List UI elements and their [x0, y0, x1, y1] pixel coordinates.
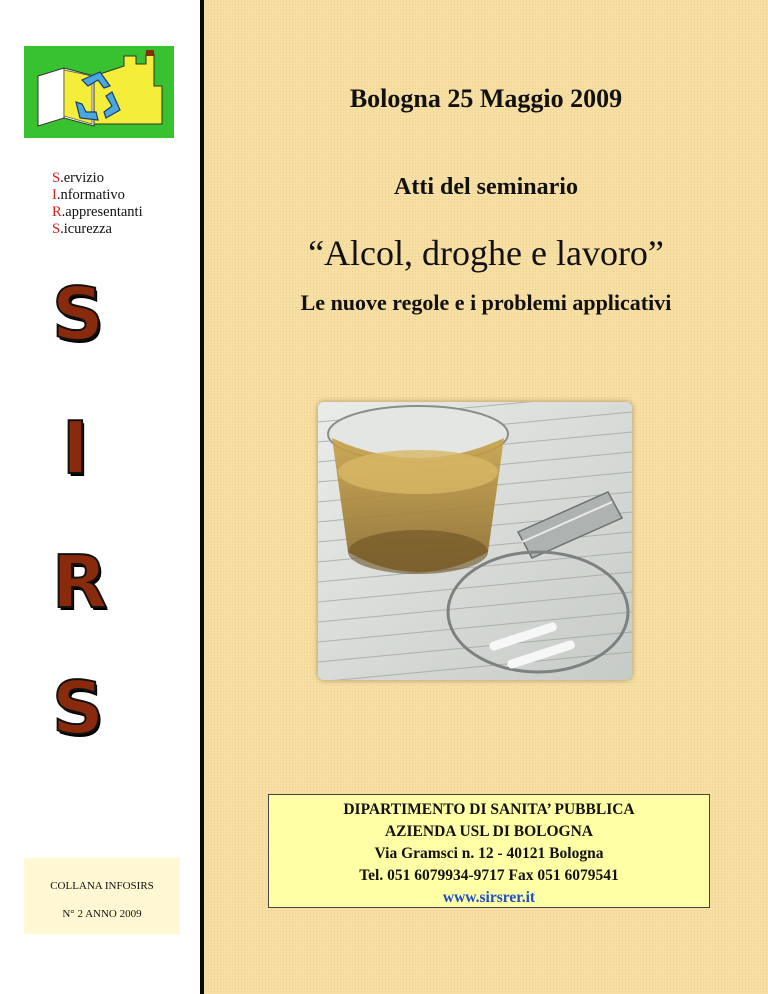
acronym-line: S.icurezza [52, 221, 112, 237]
whisky-glass-photo-icon [318, 402, 632, 680]
website-link[interactable]: www.sirsrer.it [442, 889, 536, 906]
big-letter-r: R [52, 540, 108, 624]
collana-title: COLLANA INFOSIRS [50, 880, 154, 892]
organization-name: AZIENDA USL DI BOLOGNA [384, 823, 593, 840]
recycle-logo-icon [24, 46, 174, 138]
proceedings-label: Atti del seminario [394, 174, 578, 200]
contact-info-box [268, 794, 710, 908]
big-letter-s: S [52, 666, 104, 750]
big-letter-i: I [62, 406, 89, 490]
phone-fax-line: Tel. 051 6079934-9717 Fax 051 6079541 [359, 867, 619, 884]
seminar-title: “Alcol, droghe e lavoro” [308, 233, 664, 273]
seminar-subtitle: Le nuove regole e i problemi applicativi [300, 290, 672, 315]
big-letter-s: S [52, 272, 104, 356]
acronym-line: I.nformativo [52, 187, 125, 203]
event-date: Bologna 25 Maggio 2009 [349, 84, 623, 113]
acronym-line: R.appresentanti [52, 204, 143, 220]
sidebar [0, 0, 200, 994]
acronym-list [52, 170, 143, 238]
collana-box [24, 858, 180, 934]
department-name: DIPARTIMENTO DI SANITA’ PUBBLICA [343, 801, 635, 818]
address-line: Via Gramsci n. 12 - 40121 Bologna [374, 845, 604, 862]
acronym-line: S.ervizio [52, 170, 104, 186]
collana-number: N° 2 ANNO 2009 [62, 908, 142, 920]
